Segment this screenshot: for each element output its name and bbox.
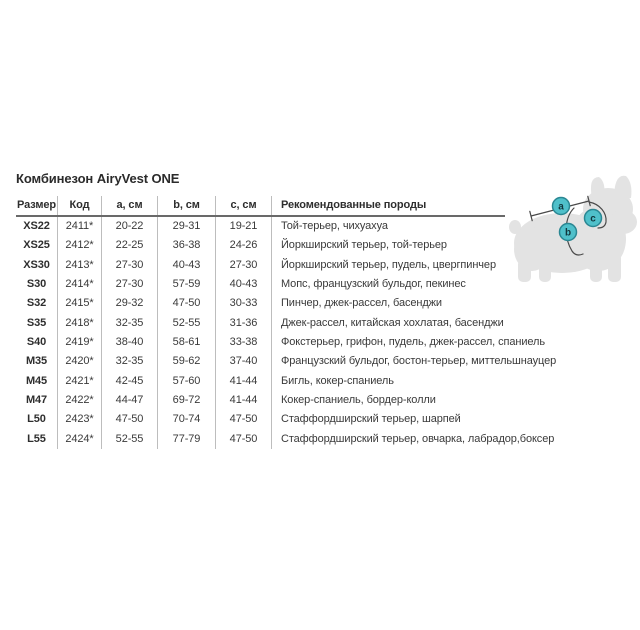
cell-code: 2424* (58, 430, 102, 449)
cell-size: XS22 (16, 217, 58, 236)
cell-a: 27-30 (102, 256, 158, 275)
cell-a: 29-32 (102, 294, 158, 313)
cell-size: M45 (16, 372, 58, 391)
table-row (16, 294, 505, 313)
cell-breeds: Стаффордширский терьер, овчарка, лабрадор,боксер (281, 432, 555, 445)
table-row (16, 256, 505, 275)
table-row (16, 236, 505, 255)
header-c-cm: c, см (216, 196, 272, 215)
table-row (16, 314, 505, 333)
table-row (16, 410, 505, 429)
cell-breeds: Той-терьер, чихуахуа (281, 220, 388, 232)
cell-code: 2422* (58, 391, 102, 410)
cell-code: 2419* (58, 333, 102, 352)
table-row (16, 372, 505, 391)
marker-a-label: a (558, 201, 564, 213)
cell-b: 29-31 (158, 217, 216, 236)
cell-size: L50 (16, 410, 58, 429)
cell-size: XS25 (16, 236, 58, 255)
cell-code: 2418* (58, 314, 102, 333)
cell-b: 77-79 (158, 430, 216, 449)
cell-size: S35 (16, 314, 58, 333)
cell-a: 20-22 (102, 217, 158, 236)
cell-breeds: Мопс, французский бульдог, пекинес (281, 277, 466, 290)
table-row (16, 391, 505, 410)
cell-size: S40 (16, 333, 58, 352)
table-body (16, 217, 557, 449)
cell-size: M47 (16, 391, 58, 410)
cell-c: 47-50 (216, 410, 272, 429)
table-row (16, 275, 505, 294)
cell-a: 32-35 (102, 352, 158, 371)
table-row (16, 333, 545, 352)
cell-a: 32-35 (102, 314, 158, 333)
cell-a: 27-30 (102, 275, 158, 294)
size-table (16, 196, 557, 449)
table-row (16, 217, 505, 236)
dog-measurement-diagram (480, 165, 640, 290)
cell-c: 33-38 (216, 333, 272, 352)
cell-breeds: Фокстерьер, грифон, пудель, джек-рассел, спаниель (281, 335, 545, 348)
cell-breeds: Бигль, кокер-спаниель (281, 374, 394, 387)
cell-size: XS30 (16, 256, 58, 275)
cell-breeds: Стаффордширский терьер, шарпей (281, 413, 461, 426)
cell-code: 2420* (58, 352, 102, 371)
cell-c: 41-44 (216, 372, 272, 391)
cell-code: 2412* (58, 236, 102, 255)
header-a-cm: a, см (102, 196, 158, 215)
cell-b: 69-72 (158, 391, 216, 410)
cell-b: 59-62 (158, 352, 216, 371)
cell-c: 40-43 (216, 275, 272, 294)
cell-size: S32 (16, 294, 58, 313)
cell-b: 70-74 (158, 410, 216, 429)
cell-a: 52-55 (102, 430, 158, 449)
header-code: Код (58, 196, 102, 215)
cell-size: L55 (16, 430, 58, 449)
cell-breeds: Кокер-спаниель, бордер-колли (281, 393, 436, 406)
cell-a: 22-25 (102, 236, 158, 255)
marker-c-label: c (590, 213, 596, 225)
marker-b-label: b (564, 227, 572, 239)
cell-breeds: Французский бульдог, бостон-терьер, миттельшнауцер (281, 355, 557, 368)
cell-c: 19-21 (216, 217, 272, 236)
cell-b: 57-60 (158, 372, 216, 391)
cell-size: M35 (16, 352, 58, 371)
cell-b: 57-59 (158, 275, 216, 294)
cell-breeds: Джек-рассел, китайская хохлатая, басенджи (281, 316, 504, 329)
cell-c: 47-50 (216, 430, 272, 449)
cell-c: 30-33 (216, 294, 272, 313)
cell-breeds: Йоркширский терьер, пудель, цвергпинчер (281, 258, 496, 271)
cell-code: 2413* (58, 256, 102, 275)
cell-a: 42-45 (102, 372, 158, 391)
cell-a: 38-40 (102, 333, 158, 352)
cell-breeds: Пинчер, джек-рассел, басенджи (281, 297, 442, 310)
cell-code: 2423* (58, 410, 102, 429)
cell-code: 2414* (58, 275, 102, 294)
table-header-row (16, 196, 505, 217)
header-breeds: Рекомендованные породы (281, 199, 427, 211)
header-size: Размер (16, 196, 58, 215)
header-b-cm: b, см (158, 196, 216, 215)
cell-size: S30 (16, 275, 58, 294)
table-row (16, 430, 555, 449)
cell-b: 52-55 (158, 314, 216, 333)
cell-code: 2411* (58, 217, 102, 236)
cell-breeds: Йоркширский терьер, той-терьер (281, 239, 447, 252)
cell-c: 31-36 (216, 314, 272, 333)
cell-b: 40-43 (158, 256, 216, 275)
cell-code: 2415* (58, 294, 102, 313)
cell-c: 41-44 (216, 391, 272, 410)
cell-c: 27-30 (216, 256, 272, 275)
cell-b: 36-38 (158, 236, 216, 255)
cell-b: 47-50 (158, 294, 216, 313)
page-title: Комбинезон AiryVest ONE (16, 171, 180, 186)
cell-b: 58-61 (158, 333, 216, 352)
table-row (16, 352, 557, 371)
cell-code: 2421* (58, 372, 102, 391)
cell-a: 44-47 (102, 391, 158, 410)
cell-a: 47-50 (102, 410, 158, 429)
cell-c: 24-26 (216, 236, 272, 255)
cell-c: 37-40 (216, 352, 272, 371)
